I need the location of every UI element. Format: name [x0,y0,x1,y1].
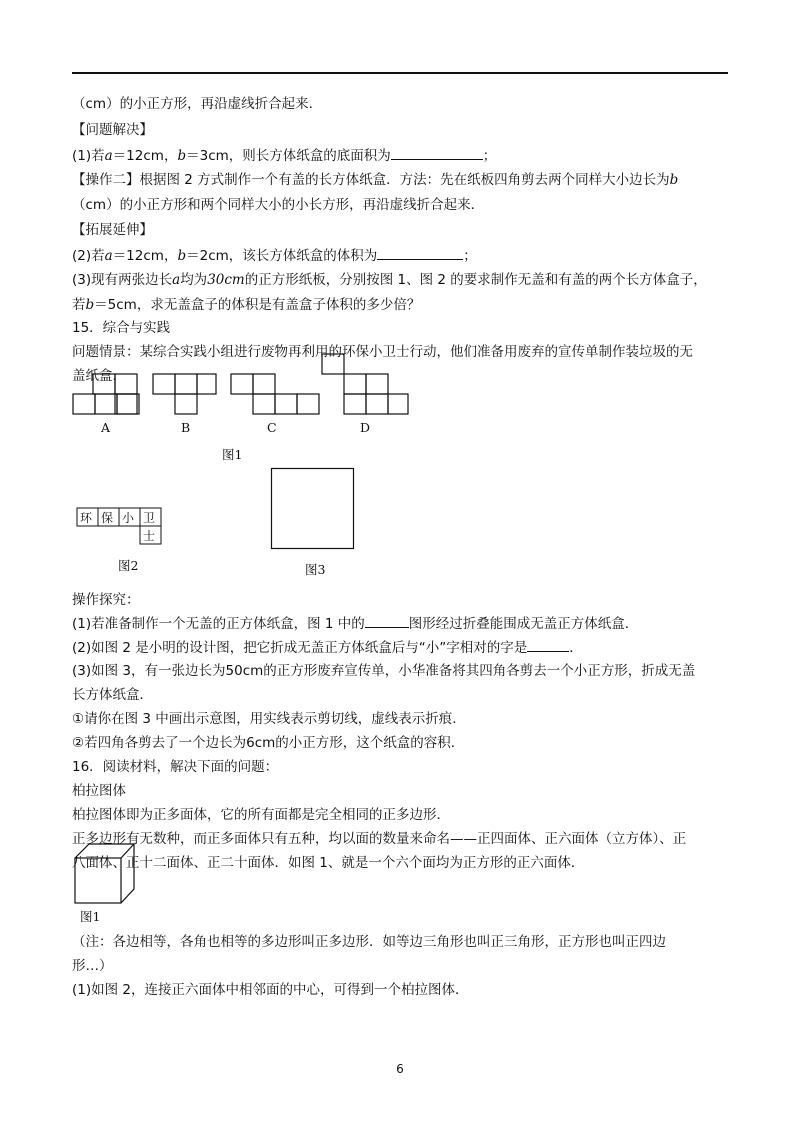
text-span: ； [463,248,477,264]
text-span: 的小正方形，这个纸盒的容积． [275,735,465,751]
fig1-caption: 图1 [222,447,243,462]
q16-note-cont: 形…） [72,958,113,974]
page-number: 6 [396,1062,404,1076]
text-span: 【操作二】根据图 2 方式制作一个有盖的长方体纸盒．方法：先在纸板四角剪去两个同样大小边长为 [72,172,670,188]
cube-caption: 图1 [80,909,101,924]
label-c: C [267,420,277,435]
q15-part2 [72,637,583,658]
text-span: ＝12cm， [112,248,178,264]
text-span: 的正方形废弃宣传单，小华准备将其四角各剪去一个小正方形，折成无盖 [263,663,696,679]
var-b: b [177,248,187,264]
q15-sub2 [72,733,464,753]
fig3-caption: 图3 [305,562,326,577]
cell-char: 环 [80,511,93,525]
question-3-cont [72,295,420,315]
net-a [73,374,139,414]
answer-blank[interactable] [365,613,409,628]
question-2 [72,245,477,266]
label-a: A [101,420,111,435]
text-span: ； [482,148,497,164]
text-span: (1)若准备制作一个无盖的正方体纸盒，图 1 中的 [72,616,365,632]
text-span: (1)若 [72,148,105,164]
cell-char: 士 [143,529,156,543]
net-c [231,374,319,414]
label-d: D [360,420,371,435]
q16-note: （注：各边相等，各角也相等的多边形叫正多边形．如等边三角形也叫正三角形，正方形也叫正四边 [72,934,666,950]
text-span: ． [569,640,583,656]
var-a: a [104,148,113,164]
text-span: ②若四角各剪去了一个边长为 [72,735,247,751]
q16-subtitle: 柏拉图体 [72,783,126,799]
text-span: (3)如图 3，有一张边长为 [72,663,226,679]
text-span: (2)如图 2 是小明的设计图，把它折成无盖正方体纸盒后与“小”字相对的字是 [72,640,528,656]
var-b: b [177,148,187,164]
q16-title: 16．阅读材料，解决下面的问题： [72,759,279,775]
answer-blank[interactable] [391,145,483,160]
q16-part1: (1)如图 2，连接正六面体中相邻面的中心，可得到一个柏拉图体． [72,982,469,998]
text-span: 的正方形纸板，分别按图 1、图 2 的要求制作无盖和有盖的两个长方体盒子， [244,272,707,288]
text-span: 若 [72,297,86,313]
text-span: ＝2cm，该长方体纸盒的体积为 [186,248,378,264]
q15-part3-cont: 长方体纸盒． [72,687,153,703]
text-line: （cm）的小正方形，再沿虚线折合起来． [72,96,323,112]
q15-sub1: ①请你在图 3 中画出示意图，用实线表示剪切线，虚线表示折痕． [72,711,466,727]
text-span: ＝3cm，则长方体纸盒的底面积为 [186,148,391,164]
cube-figure [74,843,144,905]
net-b [153,374,216,414]
fig2-net [77,508,163,544]
explore-heading: 操作探究： [72,592,140,608]
fig2-caption: 图2 [118,558,139,573]
label-b: B [181,420,191,435]
text-span: ＝5cm，求无盖盒子的体积是有盖盒子体积的多少倍？ [94,297,421,313]
answer-blank[interactable] [377,245,463,260]
text-span: 均为 [180,272,208,288]
net-d [322,354,408,414]
answer-blank[interactable] [527,637,569,652]
value-6cm: 6cm [246,735,276,751]
cell-char: 小 [122,511,135,525]
section-heading: 【问题解决】 [72,122,153,138]
var-a: a [104,248,113,264]
cell-char: 卫 [143,511,156,525]
header-rule [72,72,728,74]
cell-char: 保 [101,511,114,525]
question-1 [72,145,496,166]
q16-text: 八面体、正十二面体、正二十面体．如图 1、就是一个六个面均为正方形的正六面体． [72,855,585,871]
q15-scenario-cont: 盖纸盒． [72,368,126,384]
value-50cm: 50cm [225,663,264,679]
var-b: b [85,297,95,313]
q16-text: 正多边形有无数种，而正多面体只有五种，均以面的数量来命名——正四面体、正六面体（立方体）、正 [72,831,687,847]
q16-text: 柏拉图体即为正多面体，它的所有面都是完全相同的正多边形． [72,807,450,823]
question-3 [72,270,707,290]
fig1-nets [0,350,800,470]
fig3-square [271,468,361,558]
text-span: (3)现有两张边长 [72,272,173,288]
q15-part3 [72,661,695,681]
text-span: 图形经过折叠能围成无盖正方体纸盒． [408,616,639,632]
q15-scenario: 问题情景：某综合实践小组进行废物再利用的环保小卫士行动，他们准备用废弃的宣传单制作装垃圾的无 [72,344,693,360]
var-b: b [669,172,679,188]
section-heading: 【拓展延伸】 [72,222,153,238]
text-span: (2)若 [72,248,105,264]
text-line: （cm）的小正方形和两个同样大小的小长方形，再沿虚线折合起来． [72,197,485,213]
q15-part1 [72,613,638,634]
text-span: ＝12cm， [112,148,178,164]
q15-title: 15．综合与实践 [72,320,171,336]
value-30cm: 30cm [207,272,245,288]
operation-2 [72,170,678,190]
var-a: a [172,272,181,288]
